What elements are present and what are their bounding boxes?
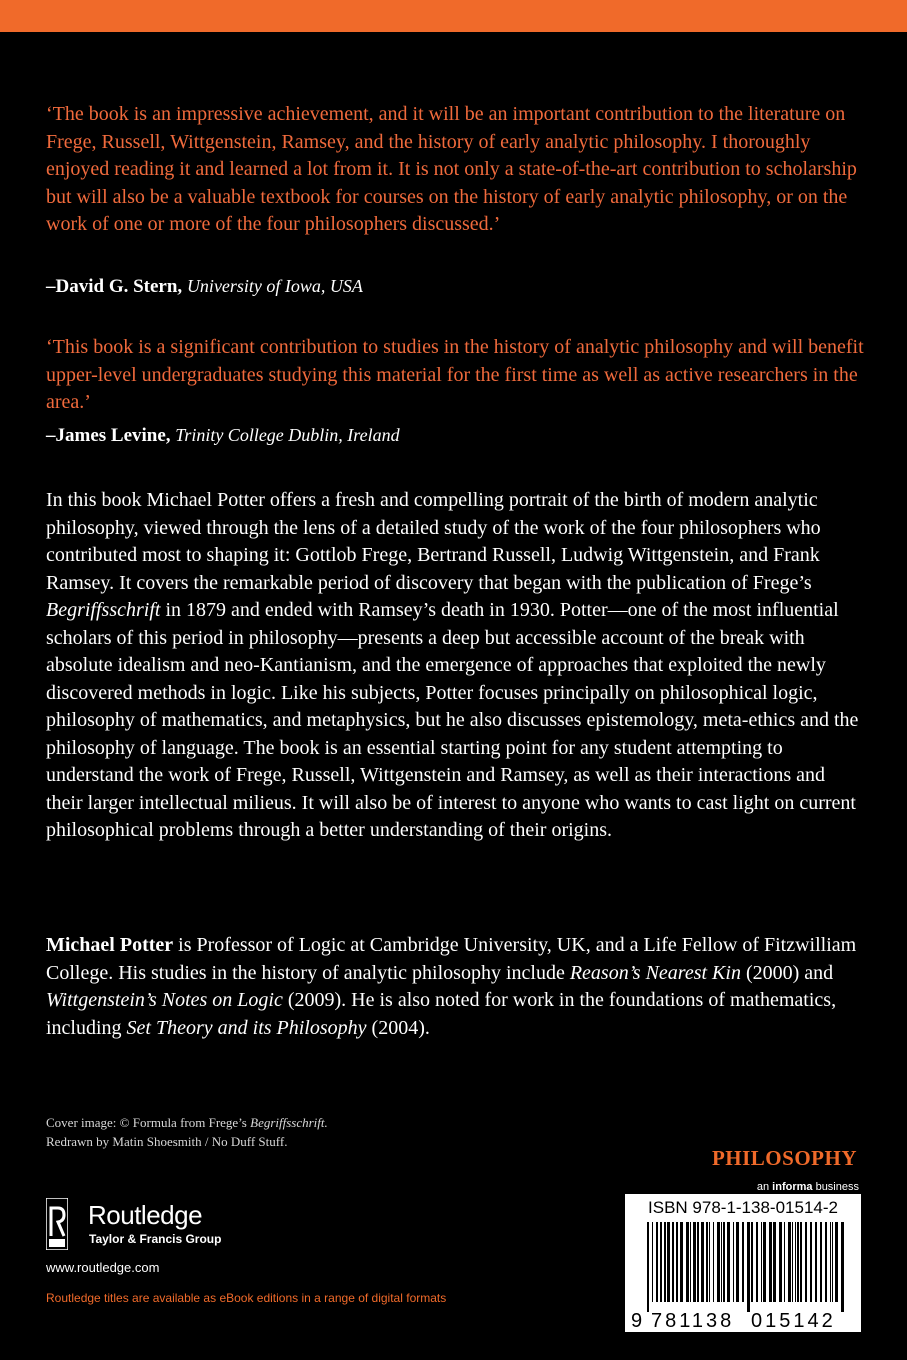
credit-line-1 <box>46 1113 328 1132</box>
barcode-bar <box>709 1222 710 1302</box>
barcode-bar <box>805 1222 807 1302</box>
barcode-bar <box>664 1222 666 1302</box>
barcode-bar <box>686 1222 689 1302</box>
bio-book-1: Reason’s Nearest Kin <box>569 961 741 984</box>
description-text-1: In this book Michael Potter offers a fresh and compelling portrait of the birth of modern analytic philosophy, viewed through the lens of a detailed study of the work of the four philosophers who contributed most to shaping it: Gottlob Frege, Bertrand Russell, Ludwig Wittgenstein, and Frank Ramsey. It covers the remarkable period of discovery that began with the publication of Frege’s <box>46 489 821 594</box>
barcode-bar <box>815 1222 817 1302</box>
barcode-bar <box>820 1222 822 1302</box>
barcode-bar <box>769 1222 772 1302</box>
bio-book-3: Set Theory and its Philosophy <box>126 1016 367 1039</box>
routledge-r-icon <box>46 1198 68 1250</box>
barcode-bar <box>701 1222 704 1302</box>
publisher-website[interactable]: www.routledge.com <box>46 1260 160 1275</box>
description-text-2: in 1879 and ended with Ramsey’s death in 1930. Potter—one of the most influential scholars of this period in philosophy—presents a deep but accessible account of the break with absolute idealism and neo-Kantianism, and the emergence of approaches that exploited the newly discovered methods in logic. Like his subjects, Potter focuses principally on philosophical logic, philosophy of mathematics, and metaphysics, but he also discusses epistemology, meta-ethics and the philosophy of language. The book is an essential starting point for any student attempting to understand the work of Frege, Russell, Wittgenstein and Ramsey, as well as their interactions and their larger intellectual milieus. It will also be of interest to anyone who wants to cast light on current philosophical problems through a better understanding of their origins. <box>46 599 859 841</box>
barcode-bar <box>841 1222 844 1312</box>
barcode-digit-group-3: 015142 <box>751 1310 836 1332</box>
barcode-bar <box>676 1222 678 1302</box>
barcode-bar <box>667 1222 670 1302</box>
barcode-bar <box>706 1222 708 1302</box>
barcode-bar <box>736 1222 739 1302</box>
barcode-bar <box>761 1222 762 1302</box>
barcode-bar <box>800 1222 802 1302</box>
description-title: Begriffsschrift <box>46 599 161 621</box>
barcode-bar <box>723 1222 725 1302</box>
book-description <box>46 487 862 845</box>
barcode-bar <box>680 1222 683 1302</box>
routledge-logo <box>46 1198 246 1254</box>
bio-book-2: Wittgenstein’s Notes on Logic <box>46 989 283 1011</box>
bio-text-4: (2004). <box>366 1016 430 1039</box>
barcode-bar <box>792 1222 793 1302</box>
ebook-note: Routledge titles are available as eBook editions in a range of digital formats <box>46 1291 447 1305</box>
barcode-bar <box>751 1222 753 1302</box>
publisher-group: Taylor & Francis Group <box>89 1232 222 1246</box>
barcode-bar <box>825 1222 827 1302</box>
barcode-bar <box>656 1222 658 1302</box>
barcode-bar <box>672 1222 674 1302</box>
informa-brand: informa <box>772 1181 813 1193</box>
barcode-bar <box>733 1222 734 1302</box>
review-quote-1: ‘The book is an impressive achievement, and it will be an important contribution to the literature on Frege, Russell, Wittgenstein, Ramsey, and the history of early analytic philosophy. I thoroughly enjoyed reading it and learned a lot from it. It is not only a state-of-the-art contribution to scholarship but will also be a valuable textbook for courses on the history of early analytic philosophy, or on the work of one or more of the four philosophers discussed.’ <box>46 103 857 235</box>
credit-title: Begriffsschrift. <box>250 1115 328 1130</box>
informa-tagline <box>757 1181 859 1193</box>
top-color-band <box>0 0 907 32</box>
barcode-bar <box>832 1222 833 1302</box>
reviewer-affiliation-1: University of Iowa, USA <box>186 276 363 296</box>
credit-prefix: Cover image: © Formula from Frege’s <box>46 1115 251 1130</box>
barcode-bar <box>756 1222 758 1302</box>
barcode-digit-group-2: 781138 <box>651 1310 735 1332</box>
author-name: Michael Potter <box>46 934 174 956</box>
barcode-bar <box>721 1222 722 1302</box>
subject-label: PHILOSOPHY <box>711 1146 857 1170</box>
reviewer-name-1: –David G. Stern, <box>46 276 183 297</box>
bio-text-3: (2009). He is also noted for work in the foundations of mathematics, including <box>46 989 837 1039</box>
bio-text-2: (2000) and <box>740 961 834 984</box>
barcode-bar <box>652 1222 653 1302</box>
barcode-bar <box>835 1222 838 1302</box>
isbn-label: ISBN 978-1-138-01514-2 <box>648 1198 838 1217</box>
barcode-bar <box>795 1222 796 1302</box>
barcode-bar <box>797 1222 799 1302</box>
bio-text-1: is Professor of Logic at Cambridge University, UK, and a Life Fellow of Fitzwilliam College. His studies in the history of analytic philosophy include <box>46 934 857 984</box>
isbn-barcode <box>625 1194 861 1332</box>
barcode-bar <box>788 1222 791 1302</box>
barcode-bar <box>660 1222 662 1302</box>
barcode-bar <box>779 1222 782 1302</box>
barcode-bar <box>690 1222 691 1302</box>
informa-suffix: business <box>812 1181 859 1193</box>
barcode-bar <box>727 1222 730 1302</box>
barcode-bar <box>713 1222 714 1302</box>
barcode-bar <box>773 1222 776 1302</box>
review-attribution-2 <box>46 425 400 447</box>
barcode-bar <box>747 1222 750 1312</box>
barcode-bar <box>763 1222 766 1302</box>
reviewer-name-2: –James Levine, <box>46 425 171 446</box>
informa-prefix: an <box>756 1181 773 1193</box>
review-attribution-1 <box>46 276 363 298</box>
review-quote-2: ‘This book is a significant contribution to studies in the history of analytic philosophy and will benefit upper-level undergraduates studying this material for the first time as well as active researchers in the area.’ <box>46 336 864 413</box>
barcode-bar <box>830 1222 831 1302</box>
barcode-bar <box>647 1222 649 1312</box>
barcode-digit-group-1: 9 <box>631 1310 643 1332</box>
barcode-bar <box>717 1222 720 1302</box>
barcode-bar <box>810 1222 812 1302</box>
barcode-bar <box>693 1222 696 1302</box>
publisher-name: Routledge <box>88 1200 203 1230</box>
cover-image-credit <box>46 1113 328 1151</box>
barcode-graphic <box>625 1194 861 1332</box>
barcode-bar <box>697 1222 699 1302</box>
barcode-bar <box>742 1222 744 1302</box>
reviewer-affiliation-2: Trinity College Dublin, Ireland <box>175 425 400 445</box>
credit-line-2: Redrawn by Matin Shoesmith / No Duff Stuff. <box>46 1134 288 1149</box>
author-bio <box>46 932 862 1042</box>
barcode-bars <box>647 1222 844 1312</box>
barcode-bar <box>784 1222 785 1302</box>
